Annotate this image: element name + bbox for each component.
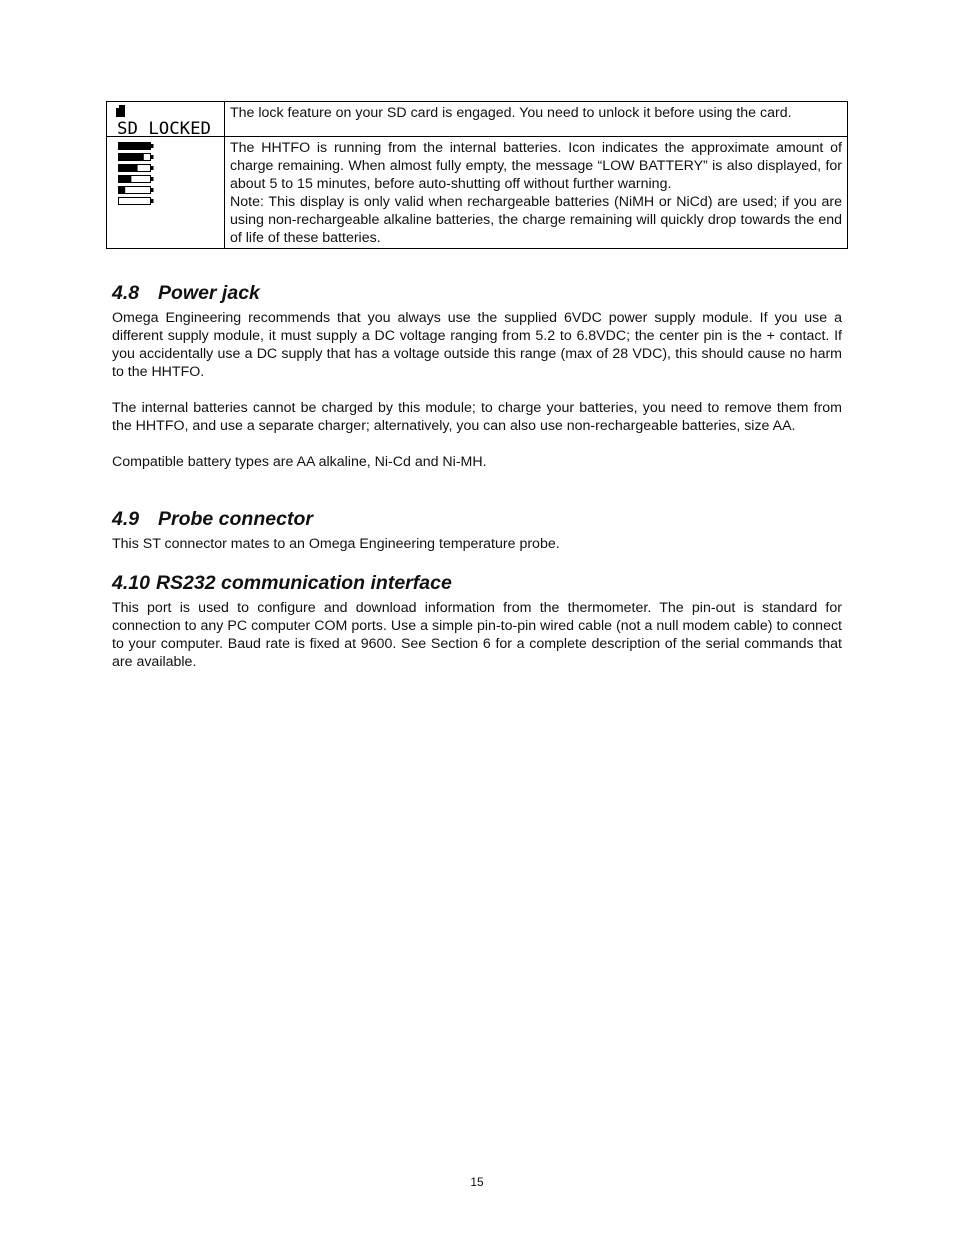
section-probe-connector <box>112 507 842 553</box>
sd-locked-description: The lock feature on your SD card is engaged. You need to unlock it before using the card. <box>230 105 792 121</box>
battery-icon <box>119 187 154 194</box>
section-heading: 4.9 Probe connector <box>112 508 313 530</box>
paragraph: Compatible battery types are AA alkaline, Ni-Cd and Ni-MH. <box>112 454 487 470</box>
table-row-battery <box>107 137 848 249</box>
paragraph: This port is used to configure and download information from the thermometer. The pin-out is standard for connection to any PC computer COM ports. Use a simple pin-to-pin wired cable (not a null modem cable) to connect to your computer. Baud rate is fixed at 9600. See Section 6 for a complete description of the serial commands that are available. <box>112 600 842 670</box>
page-number: 15 <box>470 1175 484 1189</box>
status-icon-table <box>106 101 848 249</box>
battery-description-cell <box>225 137 848 249</box>
paragraph: This ST connector mates to an Omega Engineering temperature probe. <box>112 536 560 552</box>
sd-locked-icon-cell <box>107 102 225 137</box>
battery-icon-cell <box>107 137 225 249</box>
battery-note: Note: This display is only valid when rechargeable batteries (NiMH or NiCd) are used; if you are using non-rechargeable alkaline batteries, the charge remaining will quickly drop towards the end of life of these batteries. <box>230 194 842 246</box>
battery-icon <box>119 165 154 172</box>
section-power-jack <box>112 281 842 471</box>
battery-charge-fill <box>119 176 131 182</box>
svg-text:SD LOCKED: SD LOCKED <box>117 119 211 135</box>
battery-description: The HHTFO is running from the internal batteries. Icon indicates the approximate amount of charge remaining. When almost fully empty, the message “LOW BATTERY” is also displayed, for about 5 to 15 minutes, before auto-shutting off without further warning. <box>230 140 842 192</box>
section-heading: 4.10 RS232 communication interface <box>112 572 452 594</box>
battery-icon <box>119 198 154 205</box>
table-row-sd-locked <box>107 102 848 137</box>
section-rs232-interface <box>112 571 842 671</box>
battery-level-icons <box>118 141 158 207</box>
battery-icon <box>119 154 154 161</box>
battery-icon <box>119 143 154 150</box>
sd-locked-icon <box>115 103 215 135</box>
section-heading: 4.8 Power jack <box>112 282 260 304</box>
battery-charge-fill <box>119 143 150 149</box>
paragraph: The internal batteries cannot be charged by this module; to charge your batteries, you need to remove them from the HHTFO, and use a separate charger; alternatively, you can also use non-rechargeable batteries, size AA. <box>112 400 842 434</box>
battery-charge-fill <box>119 187 125 193</box>
battery-charge-fill <box>119 165 138 171</box>
sd-locked-description-cell <box>225 102 848 137</box>
paragraph: Omega Engineering recommends that you always use the supplied 6VDC power supply module. If you use a different supply module, it must supply a DC voltage ranging from 5.2 to 6.8VDC; the center pin is the + contact. If you accidentally use a DC supply that has a voltage outside this range (max of 28 VDC), this should cause no harm to the HHTFO. <box>112 310 842 380</box>
battery-icon <box>119 176 154 183</box>
battery-charge-fill <box>119 154 144 160</box>
